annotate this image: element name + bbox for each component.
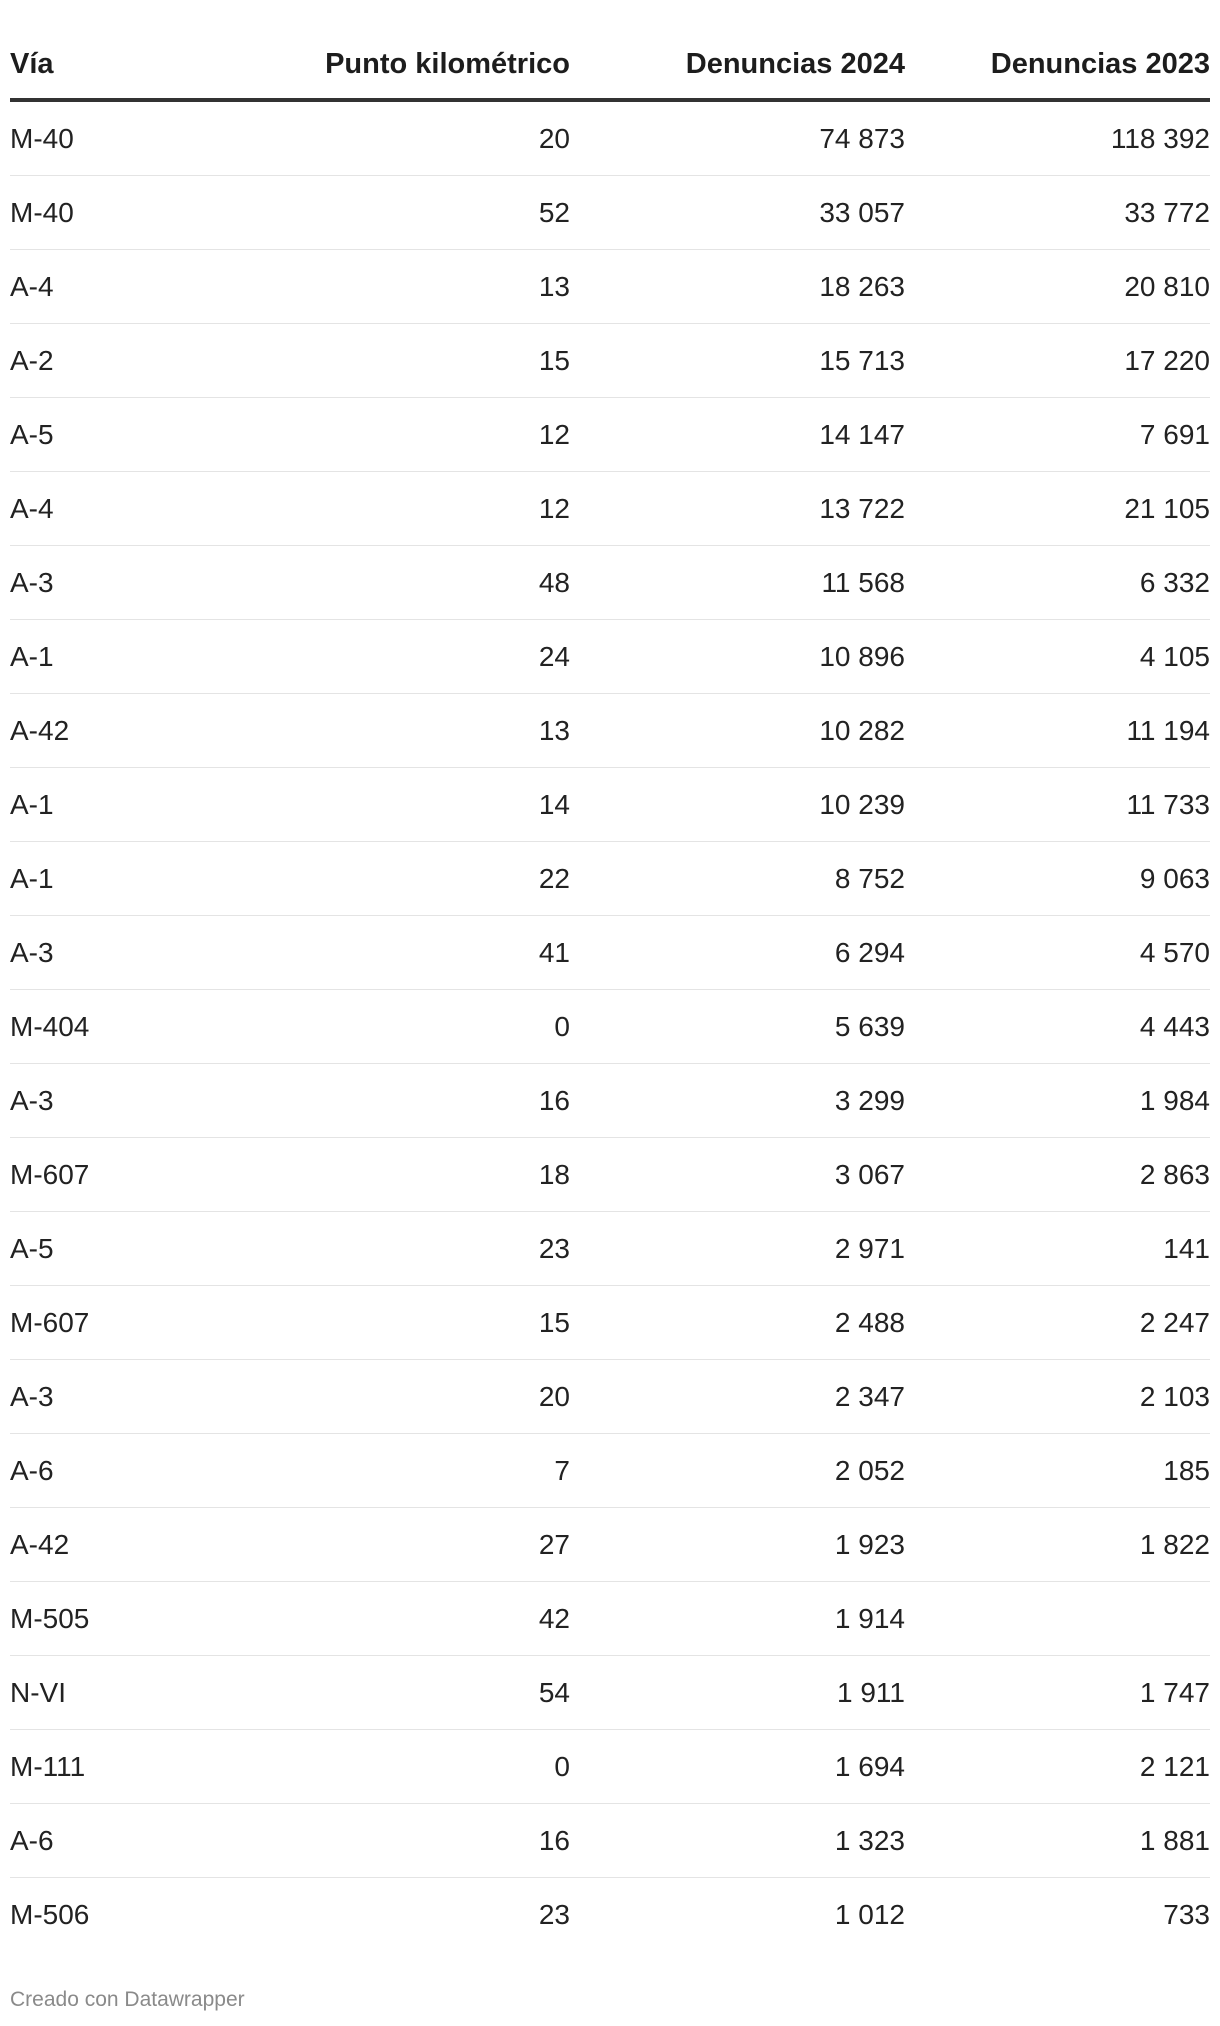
cell-denuncias-2023: 11 194 <box>905 694 1210 768</box>
table-row <box>10 472 1210 546</box>
cell-denuncias-2023: 1 881 <box>905 1804 1210 1878</box>
cell-denuncias-2024: 2 971 <box>570 1212 905 1286</box>
cell-denuncias-2023: 7 691 <box>905 398 1210 472</box>
cell-denuncias-2024: 33 057 <box>570 176 905 250</box>
cell-punto-kilometrico: 15 <box>240 1286 570 1360</box>
cell-punto-kilometrico: 42 <box>240 1582 570 1656</box>
cell-denuncias-2024: 10 896 <box>570 620 905 694</box>
table-body <box>10 100 1210 1951</box>
cell-punto-kilometrico: 20 <box>240 100 570 176</box>
cell-denuncias-2024: 3 299 <box>570 1064 905 1138</box>
table-row <box>10 324 1210 398</box>
cell-denuncias-2024: 1 012 <box>834 1898 905 1930</box>
cell-punto-kilometrico: 15 <box>240 324 570 398</box>
cell-denuncias-2023: 1 822 <box>905 1508 1210 1582</box>
cell-punto-kilometrico: 48 <box>240 546 570 620</box>
cell-denuncias-2023 <box>905 1582 1210 1656</box>
table-row <box>10 1212 1210 1286</box>
cell-denuncias-2024: 1 911 <box>570 1656 905 1730</box>
header-row <box>10 30 1210 100</box>
cell-denuncias-2024: 2 347 <box>570 1360 905 1434</box>
cell-via: A-4 <box>10 250 240 324</box>
cell-denuncias-2023: 185 <box>905 1434 1210 1508</box>
cell-via: A-5 <box>10 1212 240 1286</box>
column-header-denuncias-2023[interactable]: Denuncias 2023 <box>905 30 1210 100</box>
table-row <box>10 1730 1210 1804</box>
table-row <box>10 694 1210 768</box>
cell-denuncias-2024: 10 282 <box>570 694 905 768</box>
cell-denuncias-2024: 1 323 <box>570 1804 905 1878</box>
cell-denuncias-2024: 74 873 <box>570 100 905 176</box>
cell-via: N-VI <box>10 1656 240 1730</box>
cell-via: A-3 <box>10 1360 240 1434</box>
cell-via: A-42 <box>10 1508 240 1582</box>
table-row <box>10 250 1210 324</box>
cell-via: A-3 <box>10 1064 240 1138</box>
cell-via: A-5 <box>10 398 240 472</box>
cell-denuncias-2024: 1 914 <box>570 1582 905 1656</box>
table-row <box>10 1286 1210 1360</box>
cell-denuncias-2024: 2 052 <box>570 1434 905 1508</box>
cell-denuncias-2023: 118 392 <box>905 100 1210 176</box>
table-row <box>10 1064 1210 1138</box>
data-table <box>10 30 1210 1951</box>
cell-via: A-3 <box>10 916 240 990</box>
column-header-denuncias-2024[interactable]: Denuncias 2024 <box>570 30 905 100</box>
cell-via: M-505 <box>10 1582 240 1656</box>
cell-punto-kilometrico: 0 <box>240 990 570 1064</box>
cell-punto-kilometrico: 16 <box>240 1804 570 1878</box>
datawrapper-credit[interactable]: Creado con Datawrapper <box>10 1988 245 2011</box>
cell-via: M-607 <box>10 1286 240 1360</box>
cell-denuncias-2023: 2 121 <box>905 1730 1210 1804</box>
cell-denuncias-2023: 4 443 <box>905 990 1210 1064</box>
cell-denuncias-2024: 5 639 <box>570 990 905 1064</box>
table-row <box>10 842 1210 916</box>
cell-via: A-4 <box>10 472 240 546</box>
cell-via: M-111 <box>10 1730 240 1804</box>
cell-denuncias-2024: 8 752 <box>570 842 905 916</box>
cell-denuncias-2023: 1 984 <box>905 1064 1210 1138</box>
table-row <box>10 1878 1210 1952</box>
cell-denuncias-2023: 4 570 <box>905 916 1210 990</box>
cell-via: A-6 <box>10 1434 240 1508</box>
cell-via: A-1 <box>10 768 240 842</box>
cell-via: A-1 <box>10 620 240 694</box>
table-row <box>10 100 1210 176</box>
cell-denuncias-2023: 6 332 <box>905 546 1210 620</box>
table-row <box>10 398 1210 472</box>
table-row <box>10 1434 1210 1508</box>
cell-denuncias-2023: 1 747 <box>905 1656 1210 1730</box>
cell-denuncias-2024: 6 294 <box>570 916 905 990</box>
cell-punto-kilometrico: 20 <box>240 1360 570 1434</box>
cell-denuncias-2023: 21 105 <box>905 472 1210 546</box>
table-row <box>10 916 1210 990</box>
cell-denuncias-2024: 1 694 <box>570 1730 905 1804</box>
table-row <box>10 176 1210 250</box>
cell-via: A-1 <box>10 842 240 916</box>
cell-punto-kilometrico: 13 <box>240 250 570 324</box>
cell-denuncias-2023: 4 105 <box>905 620 1210 694</box>
cell-via: A-42 <box>10 694 240 768</box>
cell-denuncias-2023: 2 863 <box>905 1138 1210 1212</box>
cell-punto-kilometrico: 13 <box>240 694 570 768</box>
cell-denuncias-2024: 14 147 <box>570 398 905 472</box>
cell-denuncias-2024: 3 067 <box>570 1138 905 1212</box>
cell-denuncias-2024: 18 263 <box>570 250 905 324</box>
cell-punto-kilometrico: 12 <box>240 398 570 472</box>
cell-punto-kilometrico: 54 <box>240 1656 570 1730</box>
cell-via: M-506 <box>10 1898 90 1930</box>
column-header-punto-kilometrico[interactable]: Punto kilométrico <box>240 30 570 100</box>
table-row <box>10 990 1210 1064</box>
table-row <box>10 768 1210 842</box>
cell-via: A-2 <box>10 324 240 398</box>
cell-punto-kilometrico: 41 <box>240 916 570 990</box>
table-row <box>10 1138 1210 1212</box>
cell-denuncias-2024: 2 488 <box>570 1286 905 1360</box>
cell-punto-kilometrico: 12 <box>240 472 570 546</box>
table-row <box>10 1360 1210 1434</box>
cell-punto-kilometrico: 14 <box>240 768 570 842</box>
cell-punto-kilometrico: 52 <box>240 176 570 250</box>
cell-denuncias-2023: 33 772 <box>905 176 1210 250</box>
table-row <box>10 1804 1210 1878</box>
cell-punto-kilometrico: 23 <box>240 1212 570 1286</box>
cell-punto-kilometrico: 23 <box>538 1898 570 1930</box>
table-row <box>10 546 1210 620</box>
cell-punto-kilometrico: 24 <box>240 620 570 694</box>
cell-denuncias-2024: 13 722 <box>570 472 905 546</box>
cell-denuncias-2024: 11 568 <box>570 546 905 620</box>
cell-punto-kilometrico: 22 <box>240 842 570 916</box>
table-row <box>10 1582 1210 1656</box>
cell-denuncias-2023: 2 103 <box>905 1360 1210 1434</box>
cell-via: M-404 <box>10 990 240 1064</box>
cell-denuncias-2024: 1 923 <box>570 1508 905 1582</box>
cell-via: A-6 <box>10 1804 240 1878</box>
cell-punto-kilometrico: 16 <box>240 1064 570 1138</box>
table-row <box>10 620 1210 694</box>
cell-via: M-607 <box>10 1138 240 1212</box>
cell-via: M-40 <box>10 100 240 176</box>
cell-via: M-40 <box>10 176 240 250</box>
cell-denuncias-2024: 10 239 <box>570 768 905 842</box>
cell-punto-kilometrico: 18 <box>240 1138 570 1212</box>
table-header <box>10 30 1210 100</box>
column-header-via[interactable]: Vía <box>10 30 240 100</box>
cell-punto-kilometrico: 27 <box>240 1508 570 1582</box>
cell-denuncias-2023: 17 220 <box>905 324 1210 398</box>
cell-denuncias-2023: 141 <box>905 1212 1210 1286</box>
table-row <box>10 1656 1210 1730</box>
cell-denuncias-2023: 9 063 <box>905 842 1210 916</box>
cell-denuncias-2023: 11 733 <box>905 768 1210 842</box>
cell-punto-kilometrico: 7 <box>240 1434 570 1508</box>
cell-denuncias-2023: 20 810 <box>905 250 1210 324</box>
table-row <box>10 1508 1210 1582</box>
cell-punto-kilometrico: 0 <box>240 1730 570 1804</box>
cell-denuncias-2023: 733 <box>1163 1898 1210 1930</box>
cell-via: A-3 <box>10 546 240 620</box>
cell-denuncias-2023: 2 247 <box>905 1286 1210 1360</box>
cell-denuncias-2024: 15 713 <box>570 324 905 398</box>
